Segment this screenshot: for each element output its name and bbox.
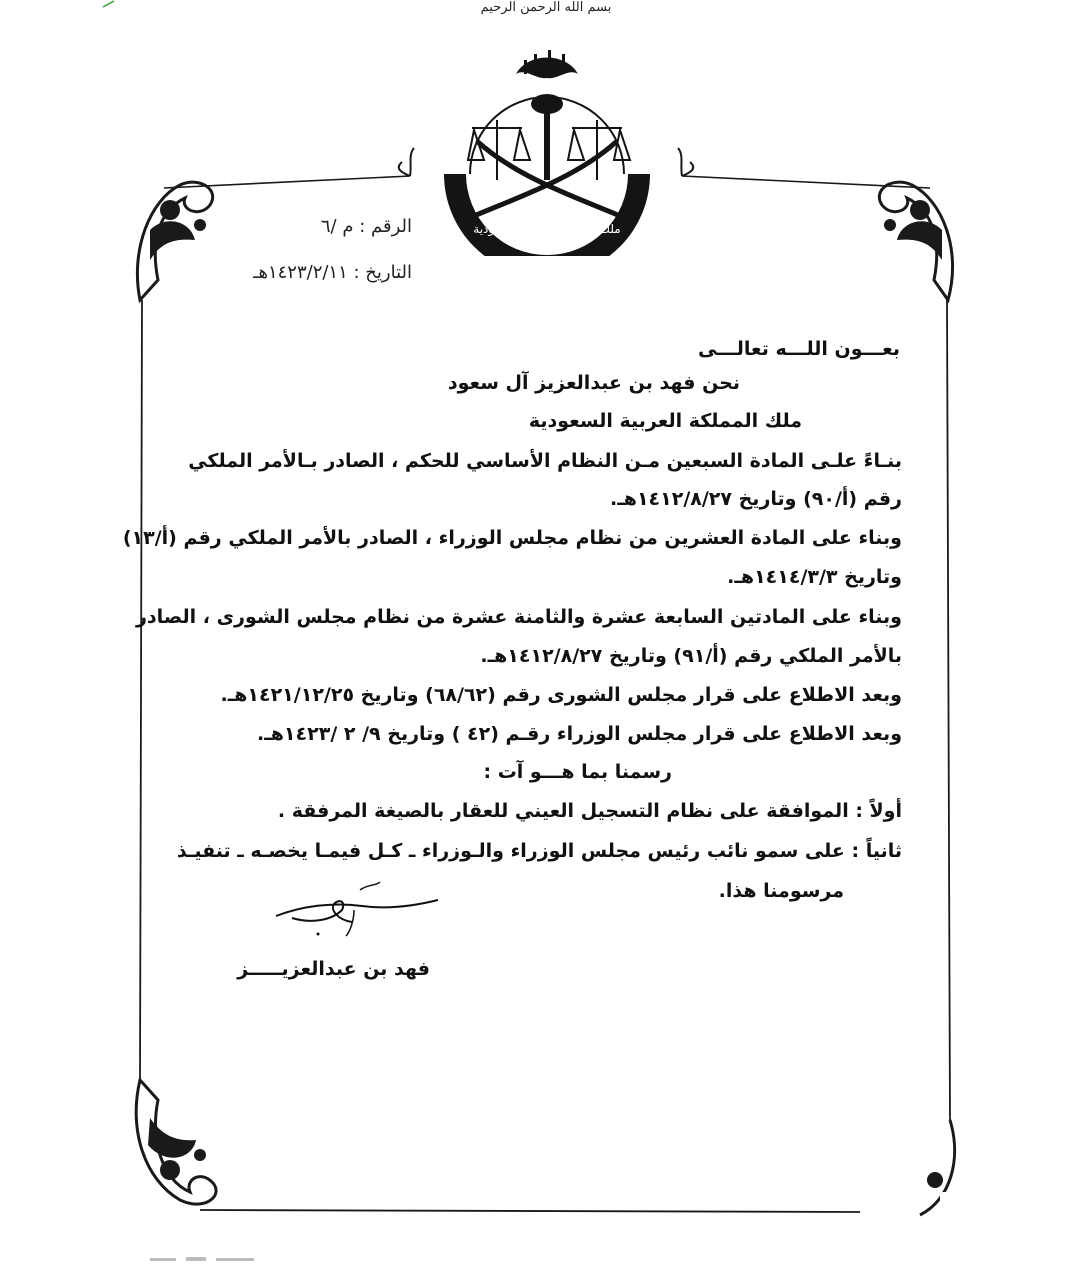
handwritten-signature bbox=[272, 880, 442, 940]
palm-icon bbox=[531, 94, 563, 180]
preamble-line-7: وبعد الاطلاع على قرار مجلس الشورى رقم (٦٨/٦٢) وتاريخ ١٤٢١/١٢/٢٥هـ. bbox=[220, 684, 902, 706]
corner-ornament-bottom-left bbox=[136, 1080, 216, 1204]
decree-intro: رسمنا بما هـــو آت : bbox=[483, 761, 672, 783]
preamble-line-6: بالأمر الملكي رقم (أ/٩١) وتاريخ ١٤١٢/٨/٢٧هـ. bbox=[480, 645, 902, 667]
shahada-calligraphy bbox=[516, 50, 578, 78]
preamble-line-4: وتاريخ ١٤١٤/٣/٣هـ. bbox=[727, 566, 902, 588]
basmala: بسم الله الرحمن الرحيم bbox=[480, 0, 612, 15]
closing-line: مرسومنا هذا. bbox=[718, 880, 844, 902]
scan-blank-area bbox=[940, 1192, 1092, 1264]
preamble-line-3: وبناء على المادة العشرين من نظام مجلس الوزراء ، الصادر بالأمر الملكي رقم (أ/١٣) bbox=[122, 527, 902, 549]
corner-ornament-top-right bbox=[879, 182, 952, 300]
decree-date: التاريخ : ١٤٢٣/٢/١١هـ bbox=[253, 262, 412, 283]
cropped-footer-text bbox=[150, 1252, 260, 1264]
corner-ornament-top-left bbox=[137, 182, 212, 300]
emblem-caption: ملك المملكة العربية السعودية bbox=[473, 222, 621, 236]
preamble-line-2: رقم (أ/٩٠) وتاريخ ١٤١٢/٨/٢٧هـ. bbox=[610, 488, 902, 510]
royal-emblem bbox=[438, 38, 656, 256]
preamble-line-8: وبعد الاطلاع على قرار مجلس الوزراء رقـم (٤٢ ) وتاريخ ٩/ ٢ /١٤٢٣هـ. bbox=[257, 723, 902, 745]
flourish-right bbox=[678, 148, 693, 176]
article-one: أولاً : الموافقة على نظام التسجيل العيني للعقار بالصيغة المرفقة . bbox=[277, 800, 902, 822]
signatory-name: فهد بن عبدالعزيـــــز bbox=[237, 958, 430, 980]
preamble-line-5: وبناء على المادتين السابعة عشرة والثامنة عشرة من نظام مجلس الشورى ، الصادر bbox=[135, 606, 902, 628]
article-two: ثانياً : على سمو نائب رئيس مجلس الوزراء والـوزراء ـ كـل فيمـا يخصـه ـ تنفيـذ bbox=[176, 840, 902, 862]
preamble-line-1: بنـاءً علـى المادة السبعين مـن النظام الأساسي للحكم ، الصادر بـالأمر الملكي bbox=[188, 450, 902, 472]
issuer-title: ملك المملكة العربية السعودية bbox=[528, 410, 802, 432]
flourish-left bbox=[399, 148, 414, 176]
issuer-name: نحن فهد بن عبدالعزيز آل سعود bbox=[447, 372, 740, 394]
reference-number: الرقم : م /٦ bbox=[320, 216, 412, 237]
invocation: بعـــون اللـــه تعالـــى bbox=[698, 338, 900, 360]
